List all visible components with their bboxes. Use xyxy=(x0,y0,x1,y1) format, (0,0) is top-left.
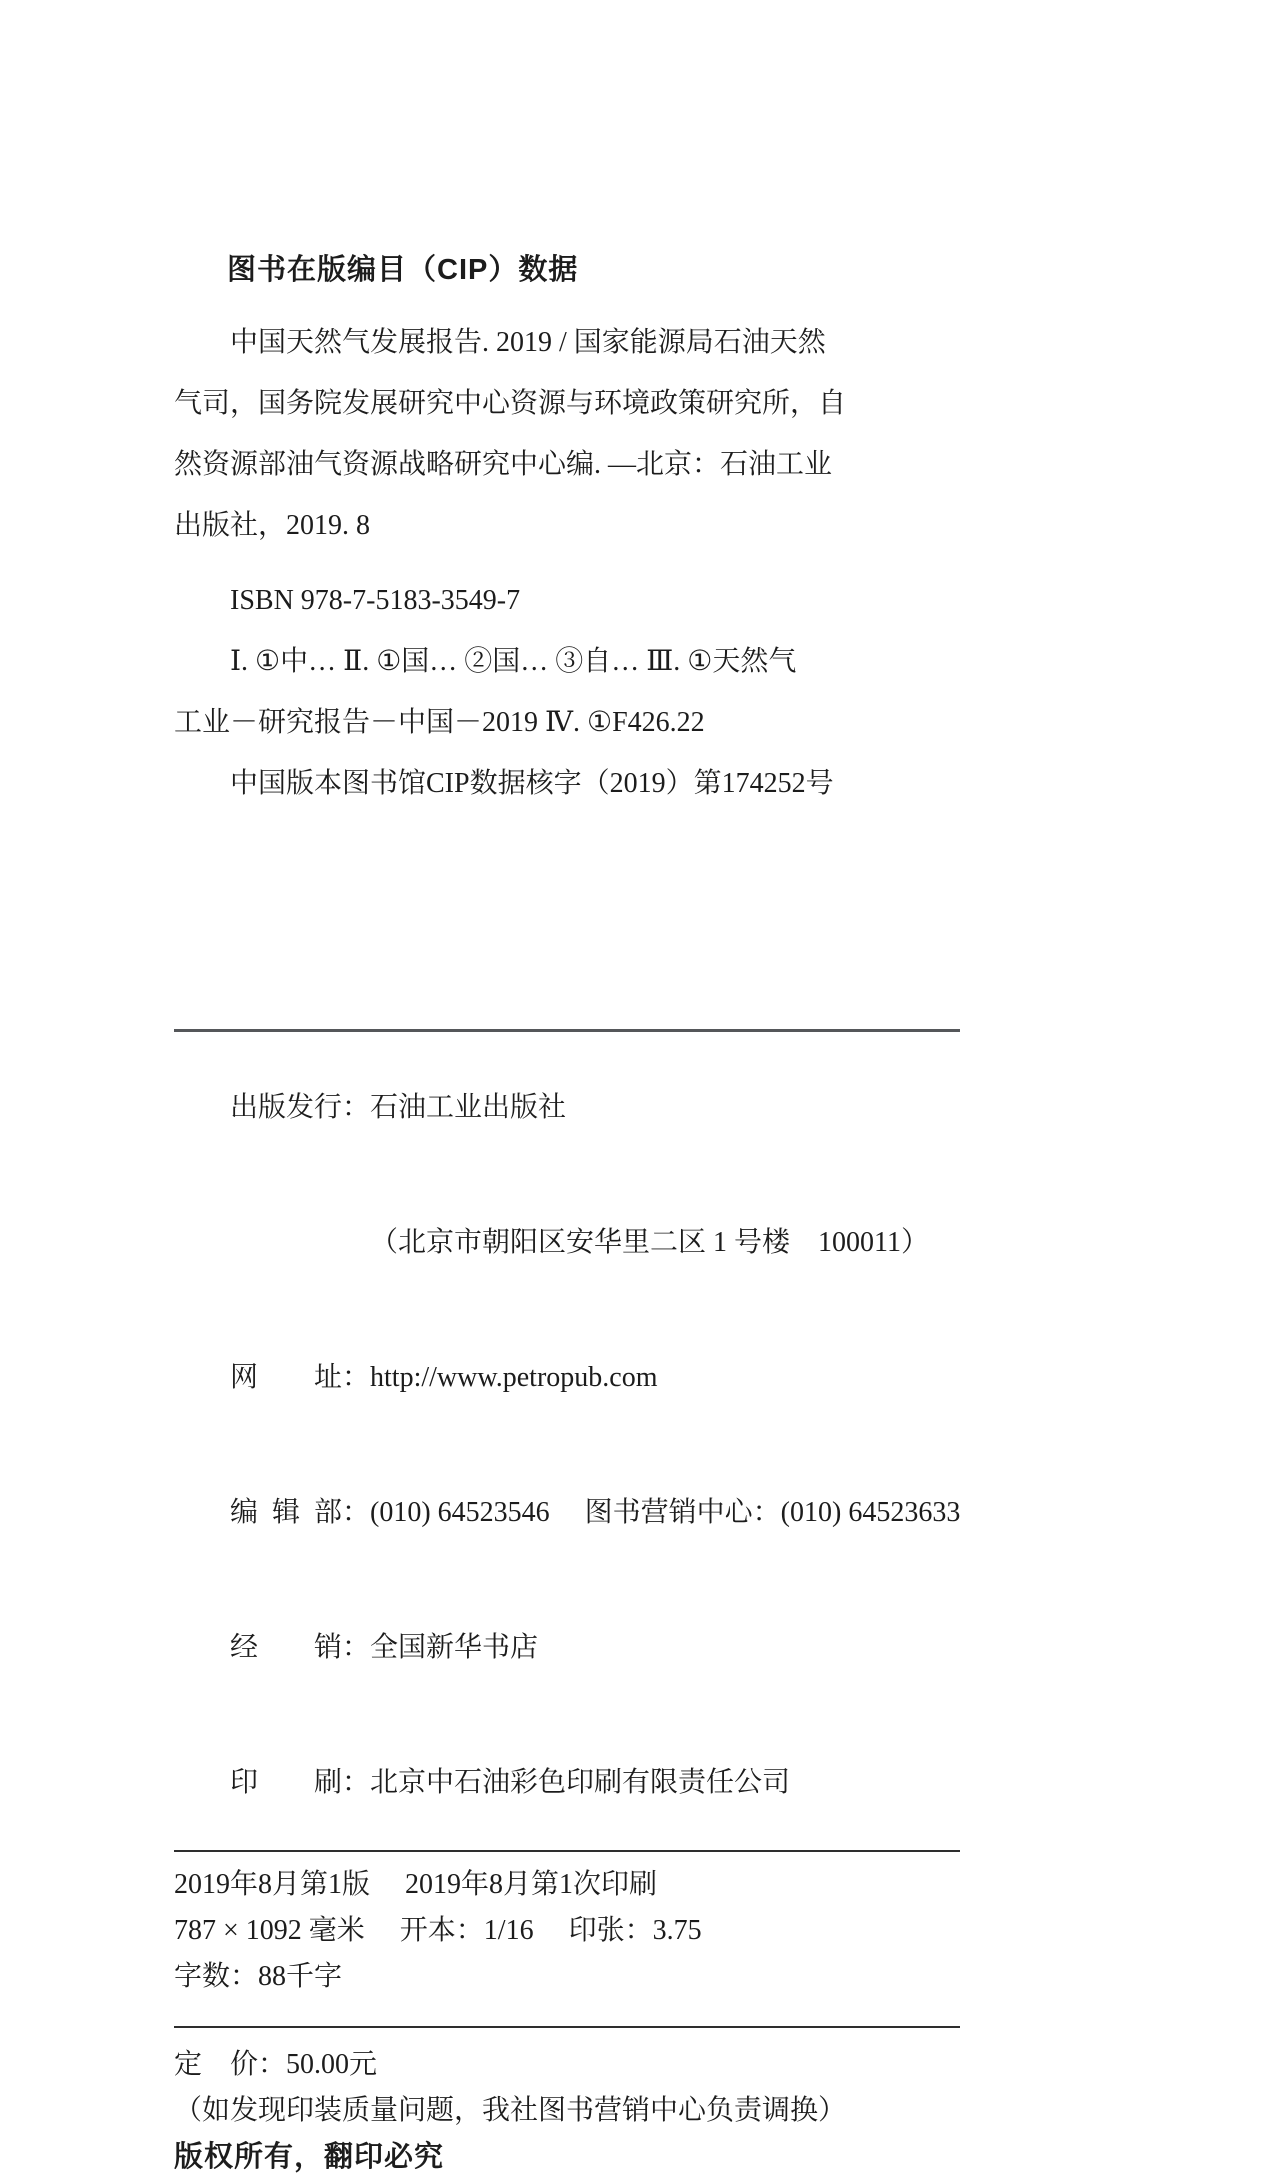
publisher-separator: ： xyxy=(342,1092,371,1123)
price-line: 定 价：50.00元 xyxy=(174,2049,378,2080)
publisher-block xyxy=(174,1032,960,1850)
publisher-row xyxy=(174,1580,960,1715)
publisher-website: http://www.petropub.com xyxy=(370,1362,658,1393)
cip-description-line: 中国天然气发展报告. 2019 / 国家能源局石油天然 xyxy=(230,327,826,358)
publisher-phone: (010) 64523546 图书营销中心：(010) 64523633 xyxy=(370,1497,961,1528)
publisher-value: 石油工业出版社 xyxy=(370,1092,567,1123)
price-block xyxy=(174,2028,960,2180)
publisher-separator: ： xyxy=(342,1362,371,1393)
publisher-address: （北京市朝阳区安华里二区 1 号楼 100011） xyxy=(370,1227,929,1258)
classification-line: 工业－研究报告－中国－2019 Ⅳ. ①F426.22 xyxy=(174,707,705,738)
publisher-row xyxy=(174,1445,960,1580)
publisher-row xyxy=(174,1175,960,1310)
copyright-notice: 版权所有，翻印必究 xyxy=(174,2141,445,2173)
publisher-label: 出版发行 xyxy=(230,1092,343,1123)
publisher-separator: ： xyxy=(342,1767,371,1798)
printing-edition-line: 2019年8月第1版 2019年8月第1次印刷 xyxy=(174,1869,658,1900)
page-content xyxy=(174,250,960,2180)
cip-description-line: 出版社，2019. 8 xyxy=(174,510,371,541)
publisher-separator: ： xyxy=(342,1497,371,1528)
cip-header: 图书在版编目（CIP）数据 xyxy=(227,254,579,286)
printing-wordcount-line: 字数：88千字 xyxy=(174,1961,343,1992)
publisher-row xyxy=(174,1040,960,1175)
isbn-line: ISBN 978-7-5183-3549-7 xyxy=(230,585,521,616)
publisher-label: 印刷 xyxy=(230,1767,342,1798)
publisher-row xyxy=(174,1310,960,1445)
publisher-label: 编辑部 xyxy=(230,1497,342,1528)
quality-note: （如发现印装质量问题，我社图书营销中心负责调换） xyxy=(174,2095,847,2126)
publisher-label: 经销 xyxy=(230,1632,342,1663)
publisher-separator: ： xyxy=(342,1632,371,1663)
printing-block xyxy=(174,1852,960,2000)
cip-description-line: 然资源部油气资源战略研究中心编. —北京：石油工业 xyxy=(174,449,833,480)
printing-format-line: 787 × 1092 毫米 开本：1/16 印张：3.75 xyxy=(174,1915,702,1946)
cip-record-number: 中国版本图书馆CIP数据核字（2019）第174252号 xyxy=(230,768,834,799)
publisher-row xyxy=(174,1715,960,1850)
publisher-label: 网址 xyxy=(230,1362,342,1393)
publisher-value: 北京中石油彩色印刷有限责任公司 xyxy=(370,1767,791,1798)
classification-line: Ⅰ. ①中… Ⅱ. ①国… ②国… ③自… Ⅲ. ①天然气 xyxy=(230,646,797,677)
publisher-value: 全国新华书店 xyxy=(370,1632,539,1663)
cip-description-line: 气司，国务院发展研究中心资源与环境政策研究所，自 xyxy=(174,388,847,419)
